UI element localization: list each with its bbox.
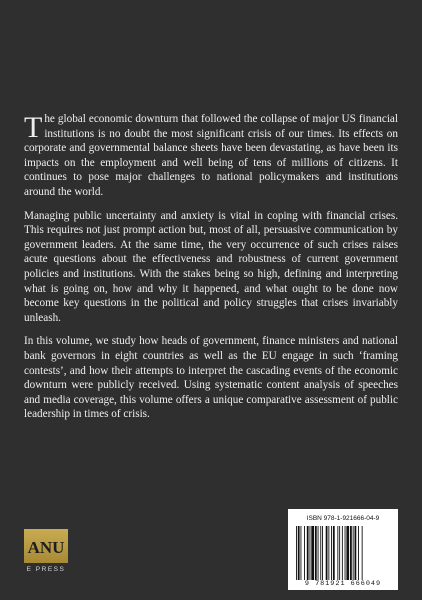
blurb-paragraph-1 xyxy=(24,112,398,200)
barcode-stripe xyxy=(298,526,300,580)
barcode-stripe xyxy=(358,526,359,580)
barcode-stripe xyxy=(353,526,354,580)
publisher-subtext: E PRESS xyxy=(26,566,66,573)
blurb-paragraph-2: Managing public uncertainty and anxiety is vital in coping with financial crises. This requires not just prompt action but, most of all, persuasive communication by government leaders. At the same time, the very occurrence of such crises raises acute questions about the effectiveness and robustness of current government policies and institutions. With the stakes being so high, defining and interpreting what is going on, how and why it happened, and what ought to be done now become key questions in the political and policy struggles that crises invariably unleash. xyxy=(24,209,398,324)
anu-logo-mark xyxy=(24,529,68,563)
barcode-stripe xyxy=(345,526,346,580)
barcode-stripe xyxy=(355,526,357,580)
barcode-bars xyxy=(296,526,390,580)
barcode-stripe xyxy=(326,526,328,580)
barcode-stripe xyxy=(362,526,363,580)
blurb-paragraph-1-text: he global economic downturn that followed the collapse of major US financial institutions is no doubt the most significant crisis of our times. Its effects on corporate and governmental balance sheets have been devastating, as have been its impacts on the employment and well being of tens of millions of citizens. It continues to pose major challenges to national policymakers and institutions around the world. xyxy=(24,113,398,198)
barcode-stripe xyxy=(318,526,319,580)
barcode-stripe xyxy=(296,526,297,580)
barcode-stripe xyxy=(339,526,340,580)
anu-press-logo xyxy=(24,529,68,573)
barcode-digits: 9 781921 666049 xyxy=(304,580,382,588)
barcode-stripe xyxy=(304,526,305,580)
svg-text:ANU: ANU xyxy=(27,538,65,557)
barcode-stripe xyxy=(301,526,302,580)
drop-cap: T xyxy=(24,111,43,144)
barcode-stripe xyxy=(322,526,323,580)
barcode-stripe xyxy=(350,526,352,580)
barcode-stripe xyxy=(320,526,321,580)
isbn-label: ISBN 978-1-921666-04-9 xyxy=(306,515,380,522)
barcode-stripe xyxy=(328,526,329,580)
barcode-stripe xyxy=(331,526,332,580)
barcode-stripe xyxy=(337,526,338,580)
barcode-stripe xyxy=(342,526,343,580)
barcode-stripe xyxy=(333,526,335,580)
barcode-stripe xyxy=(315,526,317,580)
barcode-stripe xyxy=(311,526,314,580)
isbn-barcode xyxy=(288,509,398,590)
back-cover-blurb xyxy=(24,112,398,431)
blurb-paragraph-3: In this volume, we study how heads of government, finance ministers and national bank governors in eight countries as well as the EU engage in such ‘framing contests’, and how their attempts to interpret the cascading events of the economic downturn were publicly received. Using systematic content analysis of speeches and media coverage, this volume offers a unique comparative assessment of public leadership in times of crisis. xyxy=(24,335,398,421)
barcode-stripe xyxy=(310,526,311,580)
anu-logo-icon xyxy=(26,533,66,559)
barcode-stripe xyxy=(307,526,309,580)
barcode-stripe xyxy=(346,526,349,580)
